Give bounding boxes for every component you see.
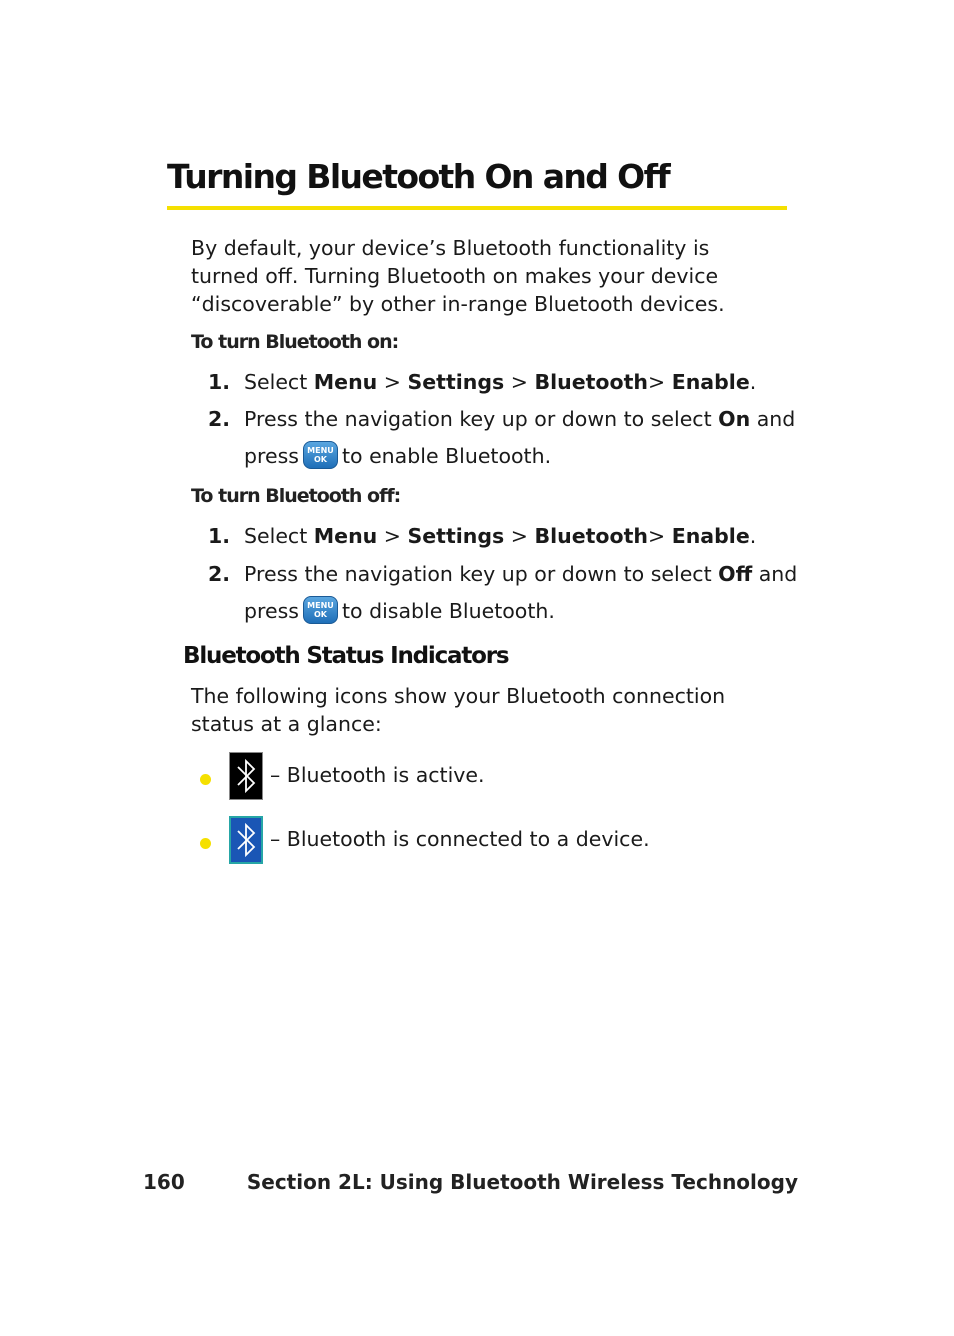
step-text: Select Menu > Settings > Bluetooth> Enable.: [244, 370, 757, 394]
status-item-connected: – Bluetooth is connected to a device.: [270, 827, 650, 851]
turn-on-step-2: [0, 405, 954, 433]
section-footer: Section 2L: Using Bluetooth Wireless Technology: [246, 1170, 798, 1194]
page-title: Turning Bluetooth On and Off: [167, 157, 670, 196]
status-indicators-heading: Bluetooth Status Indicators: [183, 643, 509, 669]
turn-off-heading: To turn Bluetooth off:: [191, 485, 401, 507]
step-number: 1.: [208, 370, 231, 394]
status-intro-paragraph: The following icons show your Bluetooth connection status at a glance:: [191, 684, 726, 736]
step-number: 1.: [208, 524, 231, 548]
bluetooth-connected-icon: [229, 816, 263, 864]
turn-off-step-2-cont: press MENU OK to disable Bluetooth.: [244, 597, 555, 625]
turn-on-step-1: [0, 368, 954, 396]
turn-off-step-2: [0, 560, 954, 588]
status-item-active: – Bluetooth is active.: [270, 763, 485, 787]
step-number: 2.: [208, 407, 231, 431]
step-number: 2.: [208, 562, 231, 586]
step-text: Select Menu > Settings > Bluetooth> Enable.: [244, 524, 757, 548]
bullet-icon: [200, 838, 211, 849]
step-text: Press the navigation key up or down to select Off and: [244, 562, 798, 586]
turn-on-heading: To turn Bluetooth on:: [191, 331, 399, 353]
bullet-icon: [200, 774, 211, 785]
turn-on-step-2-cont: press MENU OK to enable Bluetooth.: [244, 442, 551, 470]
title-underline: [167, 206, 787, 210]
menu-ok-key-icon: MENU OK: [303, 596, 338, 624]
turn-off-step-1: [0, 522, 954, 550]
step-text: Press the navigation key up or down to select On and: [244, 407, 796, 431]
page-number: 160: [143, 1170, 185, 1194]
bluetooth-active-icon: [229, 752, 263, 800]
intro-paragraph: By default, your device’s Bluetooth functionality is turned off. Turning Bluetooth on makes your device “discoverable” by other in-range Bluetooth devices.: [191, 236, 725, 316]
menu-ok-key-icon: MENU OK: [303, 441, 338, 469]
